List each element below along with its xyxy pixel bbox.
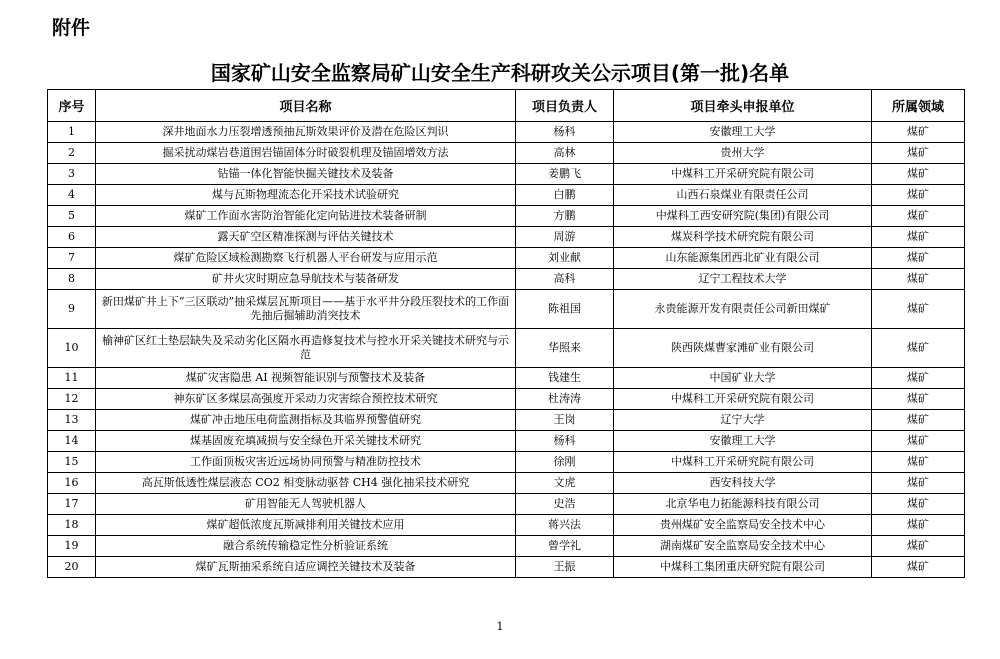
- field-cell: 煤矿: [872, 269, 965, 290]
- table-row: [48, 473, 965, 494]
- page-number: 1: [496, 620, 504, 633]
- lead-unit-cell: 中煤科工西安研究院(集团)有限公司: [614, 206, 872, 227]
- table-row: [48, 494, 965, 515]
- row-number-cell: 16: [48, 473, 96, 494]
- table-row: [48, 122, 965, 143]
- table-row: [48, 164, 965, 185]
- row-number-cell: 2: [48, 143, 96, 164]
- header-leader: 项目负责人: [516, 90, 614, 122]
- row-number-cell: 1: [48, 122, 96, 143]
- field-cell: 煤矿: [872, 557, 965, 578]
- project-name-cell: 露天矿空区精准探测与评估关键技术: [96, 227, 516, 248]
- project-leader-cell: 杨科: [516, 431, 614, 452]
- header-unit: 项目牵头申报单位: [614, 90, 872, 122]
- project-name-cell: 榆神矿区红土垫层缺失及采动劣化区隔水再造修复技术与控水开采关键技术研究与示范: [96, 329, 516, 368]
- lead-unit-cell: 永贵能源开发有限责任公司新田煤矿: [614, 290, 872, 329]
- project-leader-cell: 白鹏: [516, 185, 614, 206]
- project-name-cell: 煤基固废充填减损与安全绿色开采关键技术研究: [96, 431, 516, 452]
- project-leader-cell: 文虎: [516, 473, 614, 494]
- project-name-cell: 煤矿危险区域检测勘察飞行机器人平台研发与应用示范: [96, 248, 516, 269]
- project-name-cell: 煤与瓦斯物理流态化开采技术试验研究: [96, 185, 516, 206]
- project-name-cell: 工作面顶板灾害近远场协同预警与精准防控技术: [96, 452, 516, 473]
- project-name-cell: 钻锚一体化智能快掘关键技术及装备: [96, 164, 516, 185]
- field-cell: 煤矿: [872, 431, 965, 452]
- row-number-cell: 8: [48, 269, 96, 290]
- project-leader-cell: 华照来: [516, 329, 614, 368]
- row-number-cell: 11: [48, 368, 96, 389]
- table-row: [48, 368, 965, 389]
- lead-unit-cell: 北京华电力拓能源科技有限公司: [614, 494, 872, 515]
- lead-unit-cell: 安徽理工大学: [614, 431, 872, 452]
- lead-unit-cell: 中煤科工开采研究院有限公司: [614, 164, 872, 185]
- field-cell: 煤矿: [872, 329, 965, 368]
- project-name-cell: 高瓦斯低透性煤层液态 CO2 相变脉动驱替 CH4 强化抽采技术研究: [96, 473, 516, 494]
- project-name-cell: 融合系统传输稳定性分析验证系统: [96, 536, 516, 557]
- lead-unit-cell: 煤炭科学技术研究院有限公司: [614, 227, 872, 248]
- lead-unit-cell: 中煤科工集团重庆研究院有限公司: [614, 557, 872, 578]
- table-row: [48, 143, 965, 164]
- table-row: [48, 389, 965, 410]
- row-number-cell: 4: [48, 185, 96, 206]
- header-no: 序号: [48, 90, 96, 122]
- lead-unit-cell: 西安科技大学: [614, 473, 872, 494]
- table-row: [48, 227, 965, 248]
- project-leader-cell: 刘业献: [516, 248, 614, 269]
- field-cell: 煤矿: [872, 206, 965, 227]
- project-leader-cell: 陈祖国: [516, 290, 614, 329]
- row-number-cell: 13: [48, 410, 96, 431]
- project-table: [47, 89, 965, 578]
- header-project-name: 项目名称: [96, 90, 516, 122]
- field-cell: 煤矿: [872, 410, 965, 431]
- project-leader-cell: 蒋兴法: [516, 515, 614, 536]
- project-name-cell: 掘采扰动煤岩巷道围岩锚固体分时破裂机理及锚固增效方法: [96, 143, 516, 164]
- table-row: [48, 185, 965, 206]
- lead-unit-cell: 辽宁工程技术大学: [614, 269, 872, 290]
- row-number-cell: 17: [48, 494, 96, 515]
- project-name-cell: 新田煤矿井上下“三区联动”抽采煤层瓦斯项目——基于水平井分段压裂技术的工作面先抽后掘辅助消突技术: [96, 290, 516, 329]
- lead-unit-cell: 安徽理工大学: [614, 122, 872, 143]
- project-leader-cell: 曾学礼: [516, 536, 614, 557]
- table-row: [48, 557, 965, 578]
- row-number-cell: 15: [48, 452, 96, 473]
- project-leader-cell: 周游: [516, 227, 614, 248]
- table-row: [48, 452, 965, 473]
- table-row: [48, 290, 965, 329]
- project-leader-cell: 王振: [516, 557, 614, 578]
- project-name-cell: 矿用智能无人驾驶机器人: [96, 494, 516, 515]
- table-row: [48, 431, 965, 452]
- row-number-cell: 6: [48, 227, 96, 248]
- lead-unit-cell: 湖南煤矿安全监察局安全技术中心: [614, 536, 872, 557]
- row-number-cell: 5: [48, 206, 96, 227]
- row-number-cell: 14: [48, 431, 96, 452]
- field-cell: 煤矿: [872, 227, 965, 248]
- field-cell: 煤矿: [872, 494, 965, 515]
- project-name-cell: 煤矿超低浓度瓦斯减排利用关键技术应用: [96, 515, 516, 536]
- project-leader-cell: 徐刚: [516, 452, 614, 473]
- project-leader-cell: 方鹏: [516, 206, 614, 227]
- lead-unit-cell: 山西石泉煤业有限责任公司: [614, 185, 872, 206]
- project-leader-cell: 王岗: [516, 410, 614, 431]
- row-number-cell: 18: [48, 515, 96, 536]
- table-row: [48, 206, 965, 227]
- row-number-cell: 7: [48, 248, 96, 269]
- lead-unit-cell: 贵州煤矿安全监察局安全技术中心: [614, 515, 872, 536]
- lead-unit-cell: 贵州大学: [614, 143, 872, 164]
- project-name-cell: 神东矿区多煤层高强度开采动力灾害综合预控技术研究: [96, 389, 516, 410]
- row-number-cell: 19: [48, 536, 96, 557]
- project-leader-cell: 钱建生: [516, 368, 614, 389]
- field-cell: 煤矿: [872, 452, 965, 473]
- table-row: [48, 269, 965, 290]
- field-cell: 煤矿: [872, 389, 965, 410]
- document-title: 国家矿山安全监察局矿山安全生产科研攻关公示项目(第一批)名单: [210, 61, 790, 85]
- table-row: [48, 329, 965, 368]
- table-row: [48, 410, 965, 431]
- project-leader-cell: 史浩: [516, 494, 614, 515]
- field-cell: 煤矿: [872, 515, 965, 536]
- lead-unit-cell: 中煤科工开采研究院有限公司: [614, 389, 872, 410]
- field-cell: 煤矿: [872, 536, 965, 557]
- lead-unit-cell: 辽宁大学: [614, 410, 872, 431]
- row-number-cell: 3: [48, 164, 96, 185]
- field-cell: 煤矿: [872, 368, 965, 389]
- field-cell: 煤矿: [872, 290, 965, 329]
- lead-unit-cell: 中国矿业大学: [614, 368, 872, 389]
- table-row: [48, 515, 965, 536]
- table-body: [48, 122, 965, 578]
- table-header-row: [48, 90, 965, 122]
- row-number-cell: 20: [48, 557, 96, 578]
- lead-unit-cell: 山东能源集团西北矿业有限公司: [614, 248, 872, 269]
- project-name-cell: 矿井火灾时期应急导航技术与装备研发: [96, 269, 516, 290]
- attachment-label: 附件: [52, 17, 91, 39]
- field-cell: 煤矿: [872, 122, 965, 143]
- field-cell: 煤矿: [872, 248, 965, 269]
- row-number-cell: 10: [48, 329, 96, 368]
- row-number-cell: 12: [48, 389, 96, 410]
- project-leader-cell: 杜涛涛: [516, 389, 614, 410]
- lead-unit-cell: 中煤科工开采研究院有限公司: [614, 452, 872, 473]
- table-row: [48, 248, 965, 269]
- project-leader-cell: 杨科: [516, 122, 614, 143]
- field-cell: 煤矿: [872, 473, 965, 494]
- field-cell: 煤矿: [872, 143, 965, 164]
- lead-unit-cell: 陕西陕煤曹家滩矿业有限公司: [614, 329, 872, 368]
- field-cell: 煤矿: [872, 185, 965, 206]
- project-name-cell: 煤矿瓦斯抽采系统自适应调控关键技术及装备: [96, 557, 516, 578]
- row-number-cell: 9: [48, 290, 96, 329]
- table-row: [48, 536, 965, 557]
- field-cell: 煤矿: [872, 164, 965, 185]
- project-leader-cell: 高科: [516, 269, 614, 290]
- project-leader-cell: 高林: [516, 143, 614, 164]
- project-leader-cell: 姜鹏飞: [516, 164, 614, 185]
- project-name-cell: 煤矿灾害隐患 AI 视频智能识别与预警技术及装备: [96, 368, 516, 389]
- header-field: 所属领域: [872, 90, 965, 122]
- project-name-cell: 深井地面水力压裂增透预抽瓦斯效果评价及潜在危险区判识: [96, 122, 516, 143]
- project-name-cell: 煤矿工作面水害防治智能化定向钻进技术装备研制: [96, 206, 516, 227]
- project-name-cell: 煤矿冲击地压电荷监测指标及其临界预警值研究: [96, 410, 516, 431]
